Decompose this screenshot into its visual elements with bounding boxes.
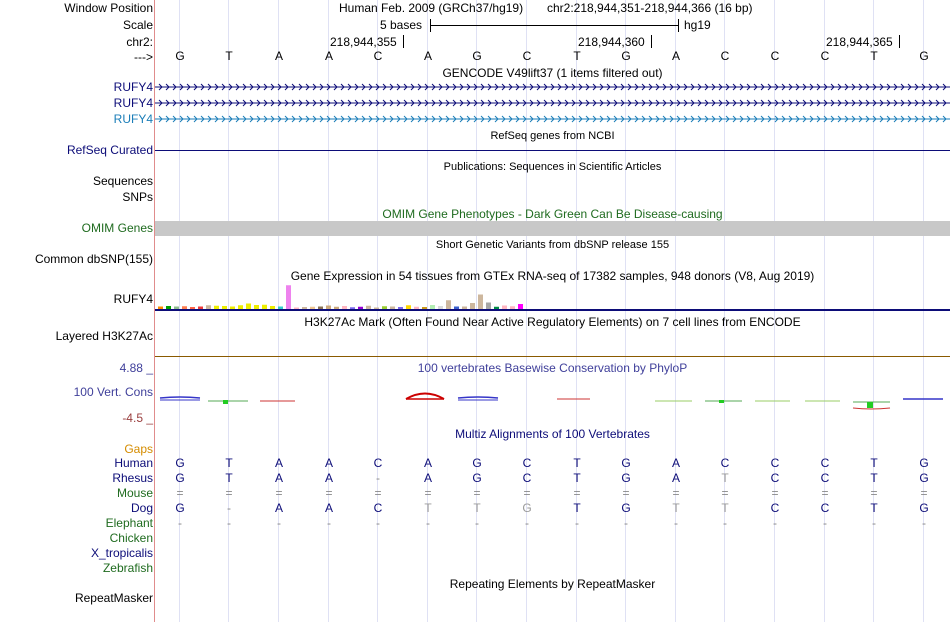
gencode-item-label[interactable]: RUFY4 bbox=[113, 112, 153, 126]
alignment-base: = bbox=[622, 486, 630, 500]
alignment-base: = bbox=[275, 486, 283, 500]
alignment-base: G bbox=[472, 471, 482, 485]
alignment-base: G bbox=[175, 501, 185, 515]
base-letter: C bbox=[720, 49, 730, 63]
alignment-base: T bbox=[870, 456, 878, 470]
alignment-base: - bbox=[575, 516, 579, 530]
alignment-base: A bbox=[274, 471, 283, 485]
base-letter: C bbox=[820, 49, 830, 63]
refseq-label[interactable]: RefSeq Curated bbox=[66, 143, 153, 157]
h3k27ac-label[interactable]: Layered H3K27Ac bbox=[55, 329, 153, 343]
alignment-base: G bbox=[472, 456, 482, 470]
alignment-base: C bbox=[770, 471, 780, 485]
alignment-base: C bbox=[373, 501, 383, 515]
alignment-base: G bbox=[522, 501, 532, 515]
h3k27ac-track-title[interactable]: H3K27Ac Mark (Often Found Near Active Regulatory Elements) on 7 cell lines from ENCODE bbox=[304, 315, 801, 329]
alignment-base: A bbox=[324, 501, 333, 515]
gencode-item-label[interactable]: RUFY4 bbox=[113, 80, 153, 94]
alignment-base: G bbox=[175, 456, 185, 470]
base-letter: T bbox=[225, 49, 233, 63]
species-label[interactable]: Mouse bbox=[116, 486, 153, 500]
alignment-base: = bbox=[573, 486, 581, 500]
db-text: hg19 bbox=[684, 18, 711, 32]
gencode-track-title[interactable]: GENCODE V49lift37 (1 items filtered out) bbox=[442, 66, 663, 80]
alignment-base: - bbox=[922, 516, 926, 530]
alignment-base: G bbox=[175, 471, 185, 485]
base-letter: C bbox=[373, 49, 383, 63]
alignment-base: C bbox=[373, 456, 383, 470]
alignment-base: - bbox=[723, 516, 727, 530]
species-label[interactable]: Elephant bbox=[105, 516, 153, 530]
alignment-base: T bbox=[225, 456, 233, 470]
alignment-base: A bbox=[671, 471, 680, 485]
alignment-base: - bbox=[426, 516, 430, 530]
base-letter: T bbox=[573, 49, 581, 63]
species-label[interactable]: Dog bbox=[130, 501, 153, 515]
alignment-base: = bbox=[920, 486, 928, 500]
alignment-base: C bbox=[820, 456, 830, 470]
alignment-base: C bbox=[770, 456, 780, 470]
publications-snps-label[interactable]: SNPs bbox=[122, 190, 153, 204]
alignment-base: A bbox=[423, 456, 432, 470]
alignment-base: T bbox=[225, 471, 233, 485]
alignment-base: T bbox=[573, 471, 581, 485]
base-letter: A bbox=[671, 49, 680, 63]
chrom-label[interactable]: chr2: bbox=[126, 35, 153, 49]
gtex-track-title[interactable]: Gene Expression in 54 tissues from GTEx RNA-seq of 17382 samples, 948 donors (V8, Aug 2019) bbox=[290, 269, 815, 283]
base-letter: G bbox=[621, 49, 631, 63]
dbsnp-label[interactable]: Common dbSNP(155) bbox=[34, 252, 153, 266]
alignment-base: A bbox=[671, 456, 680, 470]
alignment-base: C bbox=[720, 456, 730, 470]
alignment-base: T bbox=[473, 501, 481, 515]
species-label[interactable]: Chicken bbox=[109, 531, 153, 545]
alignment-base: T bbox=[721, 501, 729, 515]
gencode-item-label[interactable]: RUFY4 bbox=[113, 96, 153, 110]
alignment-base: A bbox=[274, 456, 283, 470]
base-letter: A bbox=[274, 49, 283, 63]
alignment-base: = bbox=[325, 486, 333, 500]
alignment-base: = bbox=[821, 486, 829, 500]
phylop-score-marks bbox=[160, 394, 943, 410]
coord-label: 218,944,365 bbox=[826, 35, 893, 49]
alignment-base: - bbox=[475, 516, 479, 530]
species-label[interactable]: Rhesus bbox=[112, 471, 153, 485]
alignment-base: = bbox=[176, 486, 184, 500]
omim-label[interactable]: OMIM Genes bbox=[81, 221, 153, 235]
repeatmasker-track-title[interactable]: Repeating Elements by RepeatMasker bbox=[449, 577, 656, 591]
base-letter: G bbox=[919, 49, 929, 63]
coord-label: 218,944,360 bbox=[578, 35, 645, 49]
alignment-base: - bbox=[525, 516, 529, 530]
base-letter: C bbox=[522, 49, 532, 63]
alignment-base: T bbox=[870, 501, 878, 515]
alignment-base: - bbox=[227, 501, 231, 515]
base-letter: T bbox=[870, 49, 878, 63]
alignment-base: A bbox=[423, 471, 432, 485]
phylop-track-label[interactable]: 100 Vert. Cons bbox=[73, 385, 153, 399]
alignment-base: - bbox=[376, 516, 380, 530]
phylop-max-label: 4.88 _ bbox=[119, 361, 153, 375]
base-letter: A bbox=[324, 49, 333, 63]
base-letter: A bbox=[423, 49, 432, 63]
refseq-track-title[interactable]: RefSeq genes from NCBI bbox=[490, 130, 615, 142]
alignment-base: = bbox=[374, 486, 382, 500]
alignment-base: A bbox=[324, 471, 333, 485]
alignment-base: - bbox=[872, 516, 876, 530]
alignment-base: - bbox=[327, 516, 331, 530]
alignment-base: T bbox=[870, 471, 878, 485]
alignment-base: G bbox=[621, 456, 631, 470]
alignment-base: - bbox=[674, 516, 678, 530]
window-position-label[interactable]: Window Position bbox=[64, 1, 153, 15]
base-letter: G bbox=[472, 49, 482, 63]
scale-text: 5 bases bbox=[380, 18, 423, 32]
alignment-base: G bbox=[919, 501, 929, 515]
alignment-base: = bbox=[424, 486, 432, 500]
species-label[interactable]: Zebrafish bbox=[102, 561, 153, 575]
alignment-base: - bbox=[376, 471, 380, 485]
multiz-track-title[interactable]: Multiz Alignments of 100 Vertebrates bbox=[455, 427, 650, 441]
alignment-base: - bbox=[624, 516, 628, 530]
alignment-base: A bbox=[274, 501, 283, 515]
alignment-base: G bbox=[621, 501, 631, 515]
alignment-base: = bbox=[672, 486, 680, 500]
alignment-base: T bbox=[424, 501, 432, 515]
alignment-base: = bbox=[721, 486, 729, 500]
alignment-base: - bbox=[823, 516, 827, 530]
repeatmasker-label[interactable]: RepeatMasker bbox=[74, 591, 153, 605]
phylop-track-title[interactable]: 100 vertebrates Basewise Conservation by PhyloP bbox=[417, 361, 688, 375]
base-letter: G bbox=[175, 49, 185, 63]
phylop-min-label: -4.5 _ bbox=[122, 411, 153, 425]
alignment-base: C bbox=[820, 501, 830, 515]
alignment-base: A bbox=[324, 456, 333, 470]
base-letter: C bbox=[770, 49, 780, 63]
alignment-base: = bbox=[870, 486, 878, 500]
alignment-base: T bbox=[573, 456, 581, 470]
dbsnp-track-title[interactable]: Short Genetic Variants from dbSNP release 155 bbox=[435, 239, 670, 251]
coord-label: 218,944,355 bbox=[330, 35, 397, 49]
species-label[interactable]: Human bbox=[114, 456, 153, 470]
alignment-base: G bbox=[919, 471, 929, 485]
strand-arrow-label[interactable]: ---> bbox=[134, 50, 153, 64]
position-text: chr2:218,944,351-218,944,366 (16 bp) bbox=[547, 1, 753, 15]
alignment-base: = bbox=[523, 486, 531, 500]
alignment-base: T bbox=[721, 471, 729, 485]
alignment-base: - bbox=[277, 516, 281, 530]
assembly-text: Human Feb. 2009 (GRCh37/hg19) bbox=[339, 1, 524, 15]
alignment-base: - bbox=[227, 516, 231, 530]
alignment-base: C bbox=[522, 456, 532, 470]
alignment-base: T bbox=[573, 501, 581, 515]
publications-sequences-label[interactable]: Sequences bbox=[92, 174, 153, 188]
gaps-label[interactable]: Gaps bbox=[124, 442, 153, 456]
species-label[interactable]: X_tropicalis bbox=[90, 546, 153, 560]
alignment-base: - bbox=[178, 516, 182, 530]
alignment-base: G bbox=[919, 456, 929, 470]
alignment-base: C bbox=[522, 471, 532, 485]
alignment-base: = bbox=[771, 486, 779, 500]
alignment-base: = bbox=[473, 486, 481, 500]
alignment-base: G bbox=[621, 471, 631, 485]
scale-label[interactable]: Scale bbox=[122, 18, 153, 32]
publications-track-title[interactable]: Publications: Sequences in Scientific Articles bbox=[443, 161, 662, 173]
alignment-base: C bbox=[770, 501, 780, 515]
alignment-base: = bbox=[225, 486, 233, 500]
alignment-base: C bbox=[820, 471, 830, 485]
gtex-gene-label[interactable]: RUFY4 bbox=[113, 292, 153, 306]
alignment-base: - bbox=[773, 516, 777, 530]
alignment-base: T bbox=[672, 501, 680, 515]
omim-track-title[interactable]: OMIM Gene Phenotypes - Dark Green Can Be Disease-causing bbox=[382, 207, 723, 221]
